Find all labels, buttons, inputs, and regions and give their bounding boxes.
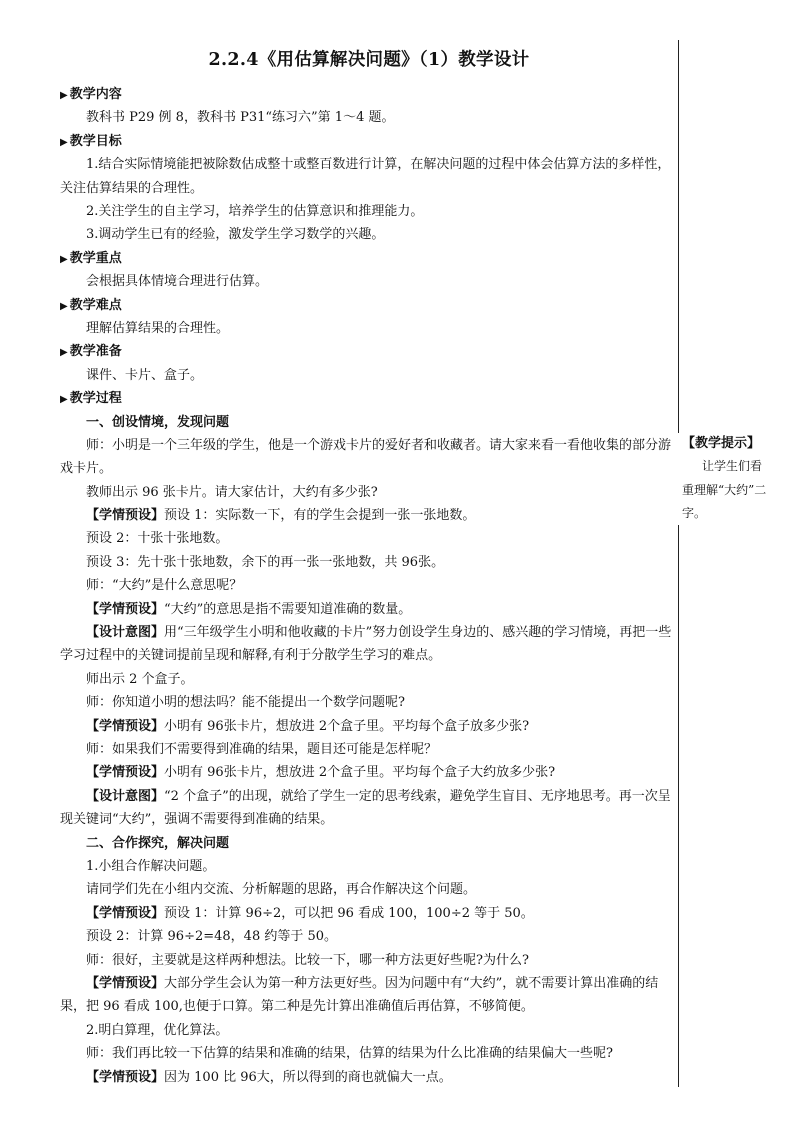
part1-paragraph: 师：你知道小明的想法吗？能不能提出一个数学问题呢? — [86, 695, 405, 711]
part1-paragraph: 预设 2：十张十张地数。 — [86, 531, 229, 547]
part1-paragraph: 预设 3：先十张十张地数，余下的再一张一张地数，共 96张。 — [86, 554, 445, 570]
part2-paragraph: 【学情预设】大部分学生会认为第一种方法更好些。因为问题中有“大约”，就不需要计算出准确的结果，把 96 看成 100,也便于口算。第二种是先计算出准确值后再估算，不够简便。 — [60, 975, 659, 1015]
triangle-bullet-icon: ▶ — [60, 300, 68, 312]
part2-paragraph: 2.明白算理，优化算法。 — [86, 1022, 229, 1038]
tag-label: 【设计意图】 — [86, 625, 165, 641]
part1-paragraph: 师：如果我们不需要得到准确的结果，题目还可能是怎样呢？ — [86, 742, 438, 758]
part2-paragraph: 请同学们先在小组内交流、分析解题的思路，再合作解决这个问题。 — [86, 882, 477, 898]
tag-label: 【学情预设】 — [86, 1069, 165, 1085]
part1-paragraph: 师：小明是一个三年级的学生，他是一个游戏卡片的爱好者和收藏者。请大家来看一看他收集的部分游戏卡片。 — [60, 437, 672, 477]
part1-paragraph: 【设计意图】用“三年级学生小明和他收藏的卡片”努力创设学生身边的、感兴趣的学习情境，再把一些学习过程中的关键词提前呈现和解释,有利于分散学生学习的难点。 — [60, 625, 672, 664]
tag-label: 【学情预设】 — [86, 718, 165, 734]
margin-divider-bottom — [678, 525, 679, 1087]
section-heading-preparation: ▶ 教学准备 — [60, 344, 122, 360]
main-content — [60, 83, 672, 1089]
part1-paragraph: 【学情预设】“大约”的意思是指不需要知道准确的数量。 — [86, 601, 412, 617]
part2-paragraph: 师：很好，主要就是这样两种想法。比较一下，哪一种方法更好些呢?为什么? — [86, 952, 529, 968]
triangle-bullet-icon: ▶ — [60, 347, 68, 359]
content-text: 教科书 P29 例 8，教科书 P31“练习六”第 1～4 题。 — [86, 110, 395, 126]
part2-paragraph: 【学情预设】因为 100 比 96大，所以得到的商也就偏大一点。 — [86, 1069, 452, 1085]
part1-heading: 一、创设情境，发现问题 — [86, 414, 230, 430]
teaching-tip-line: 重理解“大约”二 — [682, 482, 767, 497]
tag-label: 【学情预设】 — [86, 508, 165, 524]
document-title: 2.2.4《用估算解决问题》（1）教学设计 — [208, 50, 530, 70]
triangle-bullet-icon: ▶ — [60, 136, 68, 148]
difficulty-text: 理解估算结果的合理性。 — [86, 320, 230, 336]
part1-paragraph: 教师出示 96 张卡片。请大家估计，大约有多少张? — [86, 484, 378, 500]
goal-item-2: 2.关注学生的自主学习，培养学生的估算意识和推理能力。 — [86, 203, 424, 219]
teaching-tip-line: 字。 — [682, 506, 707, 521]
part2-heading: 二、合作探究，解决问题 — [86, 835, 230, 851]
section-heading-content: ▶ 教学内容 — [60, 87, 122, 102]
teaching-tip-line: 让学生们看 — [702, 459, 763, 474]
teaching-tip-tag: 【教学提示】 — [682, 436, 761, 451]
triangle-bullet-icon: ▶ — [60, 90, 68, 101]
tag-label: 【学情预设】 — [86, 905, 165, 921]
part2-paragraph: 师：我们再比较一下估算的结果和准确的结果，估算的结果为什么比准确的结果偏大一些呢? — [86, 1046, 613, 1062]
part2-paragraph: 1.小组合作解决问题。 — [86, 859, 216, 875]
part1-paragraph: 师出示 2 个盒子。 — [86, 671, 194, 687]
preparation-text: 课件、卡片、盒子。 — [86, 367, 204, 383]
part1-paragraph: 【学情预设】小明有 96张卡片，想放进 2个盒子里。平均每个盒子大约放多少张? — [86, 765, 556, 781]
triangle-bullet-icon: ▶ — [60, 394, 68, 406]
part1-paragraph: 【学情预设】小明有 96张卡片，想放进 2个盒子里。平均每个盒子放多少张? — [86, 718, 530, 734]
key-point-text: 会根据具体情境合理进行估算。 — [86, 274, 269, 290]
tag-label: 【学情预设】 — [86, 975, 165, 991]
part1-paragraph: 师：“大约”是什么意思呢？ — [86, 578, 243, 594]
part2-paragraph: 【学情预设】预设 1：计算 96÷2，可以把 96 看成 100，100÷2 等于 50。 — [86, 905, 534, 921]
margin-divider-top — [678, 40, 679, 433]
section-heading-key-point: ▶ 教学重点 — [60, 250, 122, 266]
tag-label: 【学情预设】 — [86, 601, 165, 617]
tag-label: 【设计意图】 — [86, 788, 165, 804]
section-heading-difficulty: ▶ 教学难点 — [60, 297, 122, 313]
teaching-tip-sidebar — [682, 432, 782, 526]
part2-paragraph: 预设 2：计算 96÷2=48，48 约等于 50。 — [86, 929, 338, 945]
section-heading-goals: ▶ 教学目标 — [60, 133, 122, 149]
part1-paragraph: 【学情预设】预设 1：实际数一下，有的学生会提到一张一张地数。 — [86, 508, 476, 524]
goal-item-3: 3.调动学生已有的经验，激发学生学习数学的兴趣。 — [86, 227, 385, 243]
triangle-bullet-icon: ▶ — [60, 253, 68, 265]
tag-label: 【学情预设】 — [86, 765, 165, 781]
goal-item-1: 1.结合实际情境能把被除数估成整十或整百数进行计算，在解决问题的过程中体会估算方法的多样性，关注估算结果的合理性。 — [60, 157, 671, 196]
section-heading-process: ▶ 教学过程 — [60, 391, 122, 407]
part1-paragraph: 【设计意图】“2 个盒子”的出现，就给了学生一定的思考线索，避免学生盲目、无序地思考。再一次呈现关键词“大约”，强调不需要得到准确的结果。 — [60, 788, 671, 828]
